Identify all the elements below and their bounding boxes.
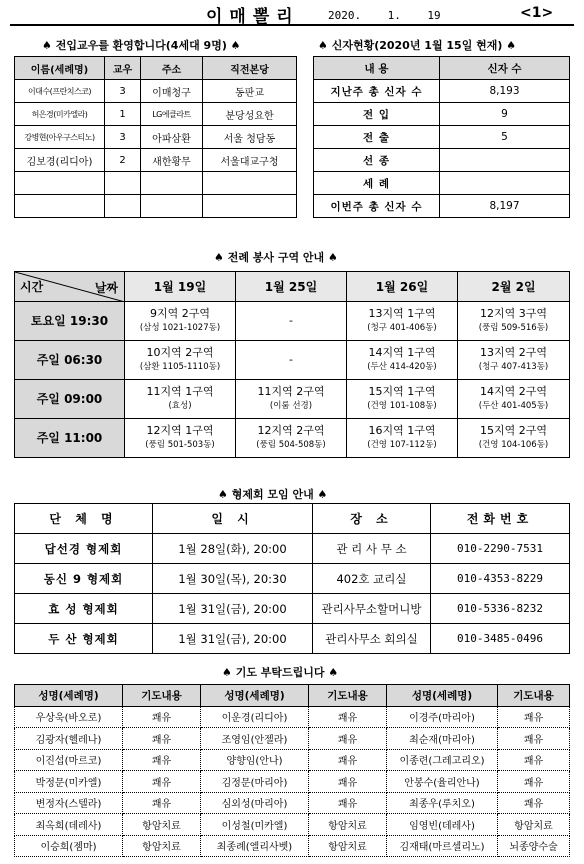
stat-label: 선 종 (314, 149, 440, 172)
table-cell: 이대수(프란치스코) (15, 80, 105, 103)
table-cell: 3 (105, 126, 141, 149)
person-name: 최종례(엘리사벳) (201, 835, 309, 857)
assignment-buildings: (삼환 1105-1110동) (139, 362, 221, 372)
column-header: 내 용 (314, 57, 440, 80)
column-header: 전화번호 (431, 504, 570, 534)
stats-title: ♠ 신자현황(2020년 1월 15일 현재) ♠ (318, 39, 517, 52)
assignment-district: 14지역 1구역 (368, 346, 436, 359)
table-cell: 동판교 (203, 80, 297, 103)
table-cell: 관리사무소할머니방 (313, 594, 431, 624)
table-header-row (15, 504, 570, 534)
stat-value: 8,197 (440, 195, 570, 218)
table-row (15, 814, 570, 836)
table-header-row (314, 57, 570, 80)
assignment-cell (347, 302, 458, 341)
table-cell (15, 172, 105, 195)
assignment-district: 10지역 2구역 (146, 346, 214, 359)
table-cell: 강병현(아우구스티노) (15, 126, 105, 149)
meetings-title: ♠ 형제회 모임 안내 ♠ (218, 488, 328, 501)
table-cell: 1월 30일(목), 20:30 (153, 564, 313, 594)
prayer-intention: 쾌유 (123, 792, 201, 814)
table-cell: 1월 28일(화), 20:00 (153, 534, 313, 564)
table-cell: 1 (105, 103, 141, 126)
person-name: 최옥희(데레사) (15, 814, 123, 836)
corner-time-label: 시간 (20, 280, 44, 294)
assignment-buildings: (건영 107-112동) (367, 440, 437, 450)
table-cell: 2 (105, 149, 141, 172)
bulletin-title: 이매뽈리 (206, 7, 300, 27)
person-name: 심외성(마리아) (201, 792, 309, 814)
table-row (314, 172, 570, 195)
table-row (15, 103, 297, 126)
person-name: 이경주(마리아) (387, 706, 498, 728)
assignment-buildings: (삼성 1021-1027동) (139, 323, 221, 333)
table-row (15, 624, 570, 654)
prayer-intention: 쾌유 (309, 728, 387, 750)
table-header-row (15, 57, 297, 80)
assignment-cell (125, 302, 236, 341)
table-row (314, 103, 570, 126)
time-date-corner (15, 272, 125, 302)
table-row (15, 172, 297, 195)
table-cell: 1월 31일(금), 20:00 (153, 624, 313, 654)
prayer-requests-table (14, 684, 570, 857)
table-cell: 서울대교구청 (203, 149, 297, 172)
service-time: 주일 06:30 (15, 341, 125, 380)
prayer-intention: 쾌유 (498, 728, 570, 750)
table-cell: 이매청구 (141, 80, 203, 103)
table-cell: 허은경(미카엘라) (15, 103, 105, 126)
person-name: 최종우(루치오) (387, 792, 498, 814)
table-row (15, 564, 570, 594)
table-header-row (15, 685, 570, 707)
table-cell (141, 195, 203, 218)
assignment-buildings: (청구 401-406동) (367, 323, 437, 333)
stat-value (440, 172, 570, 195)
column-header: 신자 수 (440, 57, 570, 80)
header-rule (10, 24, 574, 26)
table-cell (141, 172, 203, 195)
person-name: 김광자(헬레나) (15, 728, 123, 750)
table-row (314, 149, 570, 172)
stat-label: 이번주 총 신자 수 (314, 195, 440, 218)
assignment-district: 13지역 1구역 (368, 307, 436, 320)
prayer-intention: 항암치료 (309, 835, 387, 857)
assignment-buildings: (두산 401-405동) (478, 401, 549, 411)
table-row (15, 706, 570, 728)
page-number: <1> (520, 5, 554, 21)
assignment-district: 11지역 1구역 (146, 385, 214, 398)
person-name: 임영빈(데레사) (387, 814, 498, 836)
person-name: 박정문(미카엘) (15, 771, 123, 793)
column-header: 주소 (141, 57, 203, 80)
stat-value: 8,193 (440, 80, 570, 103)
table-cell (203, 172, 297, 195)
table-cell: 관 리 사 무 소 (313, 534, 431, 564)
table-cell: 010-4353-8229 (431, 564, 570, 594)
column-header: 성명(세례명) (387, 685, 498, 707)
table-cell: 동신 9 형제회 (15, 564, 153, 594)
person-name: 이성철(미카엘) (201, 814, 309, 836)
table-row (15, 149, 297, 172)
date-header: 1월 25일 (236, 272, 347, 302)
prayer-intention: 쾌유 (123, 749, 201, 771)
assignment-district: 9지역 2구역 (150, 307, 210, 320)
assignment-cell (458, 419, 570, 458)
assignment-cell (125, 419, 236, 458)
liturgy-table (14, 271, 570, 458)
column-header: 직전본당 (203, 57, 297, 80)
service-time: 토요일 19:30 (15, 302, 125, 341)
table-cell (105, 172, 141, 195)
table-cell: 두 산 형제회 (15, 624, 153, 654)
assignment-buildings: (효성) (168, 401, 192, 411)
person-name: 김정문(마리아) (201, 771, 309, 793)
assignment-buildings: (풍림 509-516동) (478, 323, 549, 333)
column-header: 기도내용 (123, 685, 201, 707)
stat-value: 9 (440, 103, 570, 126)
prayer-intention: 쾌유 (498, 771, 570, 793)
stat-label: 전 입 (314, 103, 440, 126)
assignment-district: - (289, 353, 293, 366)
bulletin-header (0, 0, 584, 26)
table-cell: 010-3485-0496 (431, 624, 570, 654)
table-row (15, 80, 297, 103)
meetings-table (14, 503, 570, 654)
assignment-district: 12지역 3구역 (480, 307, 547, 320)
prayer-intention: 쾌유 (309, 792, 387, 814)
person-name: 최순재(마리아) (387, 728, 498, 750)
assignment-buildings: (청구 407-413동) (478, 362, 549, 372)
stat-label: 전 출 (314, 126, 440, 149)
prayers-title: ♠ 기도 부탁드립니다 ♠ (222, 666, 339, 679)
stat-value (440, 149, 570, 172)
table-row (15, 419, 570, 458)
prayer-intention: 쾌유 (309, 771, 387, 793)
prayer-intention: 뇌종양수술 (498, 835, 570, 857)
table-row (15, 792, 570, 814)
assignment-cell (125, 341, 236, 380)
prayer-intention: 항암치료 (498, 814, 570, 836)
person-name: 안봉수(율리안나) (387, 771, 498, 793)
table-row (15, 195, 297, 218)
person-name: 양향임(안나) (201, 749, 309, 771)
assignment-district: 15지역 2구역 (480, 424, 547, 437)
person-name: 이진섭(마르코) (15, 749, 123, 771)
service-time: 주일 11:00 (15, 419, 125, 458)
column-header: 장 소 (313, 504, 431, 534)
column-header: 기도내용 (309, 685, 387, 707)
table-row (15, 835, 570, 857)
assignment-buildings: (두산 414-420동) (367, 362, 437, 372)
corner-date-label: 날짜 (94, 281, 118, 295)
table-cell: 관리사무소 회의실 (313, 624, 431, 654)
table-cell: 답선경 형제회 (15, 534, 153, 564)
table-cell: 분당성요한 (203, 103, 297, 126)
table-row (15, 302, 570, 341)
prayer-intention: 쾌유 (309, 749, 387, 771)
member-stats-table (313, 56, 570, 218)
column-header: 기도내용 (498, 685, 570, 707)
prayer-intention: 쾌유 (123, 771, 201, 793)
table-cell: LG에클라트 (141, 103, 203, 126)
column-header: 일 시 (153, 504, 313, 534)
table-row (15, 534, 570, 564)
prayer-intention: 쾌유 (123, 728, 201, 750)
liturgy-title: ♠ 전례 봉사 구역 안내 ♠ (214, 251, 338, 264)
prayer-intention: 쾌유 (309, 706, 387, 728)
date-header: 2월 2일 (458, 272, 570, 302)
table-row (15, 749, 570, 771)
table-cell: 402호 교리실 (313, 564, 431, 594)
table-cell: 010-2290-7531 (431, 534, 570, 564)
assignment-cell (347, 419, 458, 458)
assignment-buildings: (풍림 501-503동) (145, 440, 215, 450)
table-row (15, 771, 570, 793)
date-header: 1월 19일 (125, 272, 236, 302)
table-row (15, 728, 570, 750)
table-cell (105, 195, 141, 218)
assignment-district: - (289, 314, 293, 327)
assignment-cell (236, 419, 347, 458)
prayer-intention: 항암치료 (123, 835, 201, 857)
assignment-buildings: (건영 101-108동) (367, 401, 437, 411)
service-time: 주일 09:00 (15, 380, 125, 419)
assignment-cell (458, 380, 570, 419)
stat-label: 세 례 (314, 172, 440, 195)
person-name: 우상욱(바오로) (15, 706, 123, 728)
column-header: 단 체 명 (15, 504, 153, 534)
table-cell: 아파삼환 (141, 126, 203, 149)
table-cell: 김보경(리디아) (15, 149, 105, 172)
prayer-intention: 쾌유 (498, 749, 570, 771)
assignment-cell (458, 302, 570, 341)
assignment-cell (236, 380, 347, 419)
assignment-buildings: (건영 104-106동) (478, 440, 549, 450)
person-name: 김재태(마르셀리노) (387, 835, 498, 857)
person-name: 이종련(그레고리오) (387, 749, 498, 771)
table-row (314, 80, 570, 103)
new-families-title: ♠ 전입교우를 환영합니다(4세대 9명) ♠ (42, 39, 241, 52)
stat-label: 지난주 총 신자 수 (314, 80, 440, 103)
assignment-cell (347, 341, 458, 380)
assignment-district: 15지역 1구역 (368, 385, 436, 398)
assignment-cell (236, 302, 347, 341)
table-row (15, 380, 570, 419)
prayer-intention: 쾌유 (498, 792, 570, 814)
table-cell: 서울 청담동 (203, 126, 297, 149)
column-header: 이름(세례명) (15, 57, 105, 80)
prayer-intention: 항암치료 (309, 814, 387, 836)
assignment-cell (125, 380, 236, 419)
table-cell: 3 (105, 80, 141, 103)
table-row (314, 126, 570, 149)
table-cell: 010-5336-8232 (431, 594, 570, 624)
column-header: 성명(세례명) (201, 685, 309, 707)
table-row (15, 594, 570, 624)
table-cell: 1월 31일(금), 20:00 (153, 594, 313, 624)
assignment-district: 12지역 2구역 (257, 424, 325, 437)
assignment-district: 12지역 1구역 (146, 424, 214, 437)
assignment-cell (236, 341, 347, 380)
assignment-district: 14지역 2구역 (480, 385, 547, 398)
assignment-district: 13지역 2구역 (480, 346, 547, 359)
table-row (314, 195, 570, 218)
column-header: 성명(세례명) (15, 685, 123, 707)
person-name: 변정자(스텔라) (15, 792, 123, 814)
date-header: 1월 26일 (347, 272, 458, 302)
table-cell: 효 성 형제회 (15, 594, 153, 624)
bulletin-date: 2020. 1. 19 (328, 9, 441, 22)
table-cell (15, 195, 105, 218)
assignment-district: 16지역 1구역 (368, 424, 436, 437)
assignment-cell (458, 341, 570, 380)
table-header-row (15, 272, 570, 302)
column-header: 교우 (105, 57, 141, 80)
new-families-table (14, 56, 297, 218)
person-name: 조영임(안젤라) (201, 728, 309, 750)
assignment-buildings: (풍림 504-508동) (256, 440, 326, 450)
assignment-district: 11지역 2구역 (257, 385, 325, 398)
table-row (15, 126, 297, 149)
prayer-intention: 쾌유 (123, 706, 201, 728)
table-cell (203, 195, 297, 218)
stat-value: 5 (440, 126, 570, 149)
prayer-intention: 쾌유 (498, 706, 570, 728)
table-row (15, 341, 570, 380)
table-cell: 새한황무 (141, 149, 203, 172)
assignment-cell (347, 380, 458, 419)
person-name: 이운경(리디아) (201, 706, 309, 728)
prayer-intention: 항암치료 (123, 814, 201, 836)
assignment-buildings: (이룸 선경) (269, 401, 313, 411)
person-name: 이승희(젬마) (15, 835, 123, 857)
